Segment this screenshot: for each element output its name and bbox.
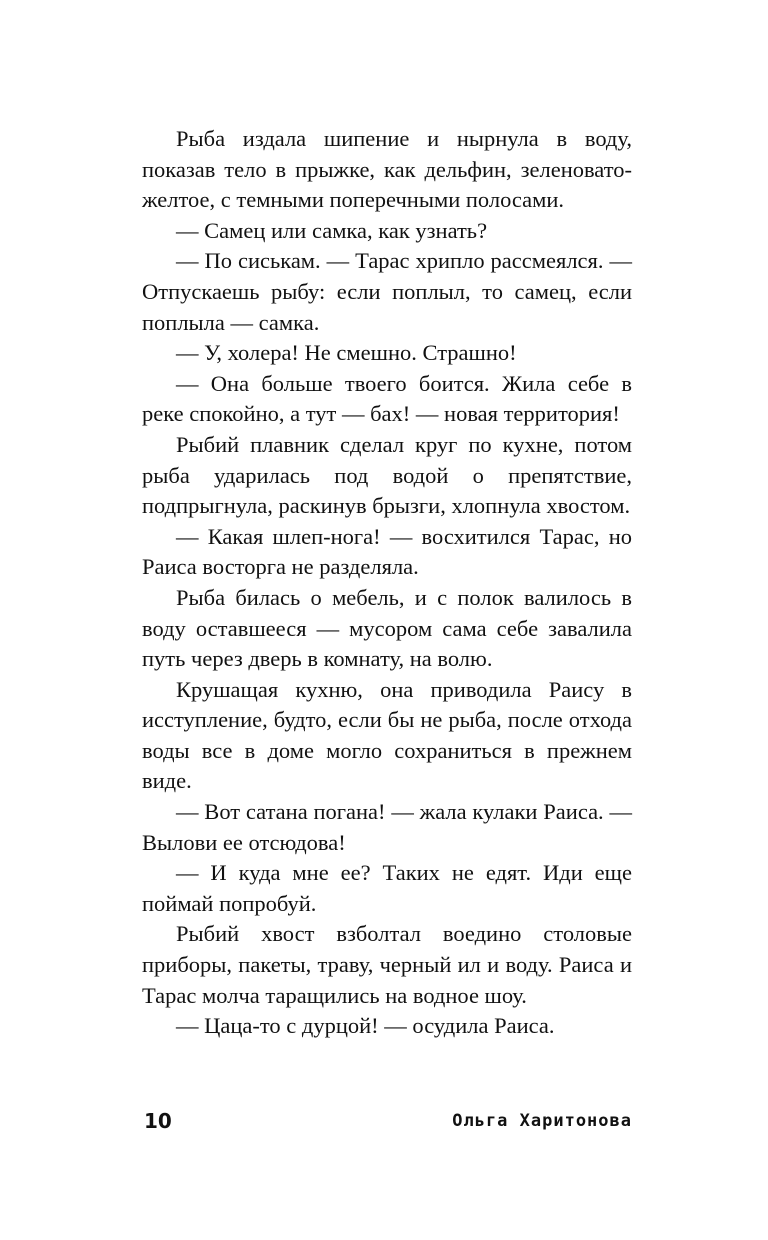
paragraph-10: — Вот сатана погана! — жала кулаки Раиса. — Вылови ее отсюдова!	[142, 799, 632, 855]
paragraph-9: Крушащая кухню, она приводила Раису в исступление, будто, если бы не рыба, после отхода воды все в доме могло сохраниться в прежнем виде.	[142, 676, 632, 794]
paragraph-7: — Какая шлеп-нога! — восхитился Тарас, но Раиса восторга не разделяла.	[142, 523, 632, 580]
paragraph-3: — По сиськам. — Тарас хрипло рассмеялся. — Отпускаешь рыбу: если поплыл, то самец, если поплыла — самка.	[142, 248, 632, 335]
body-text	[142, 124, 632, 1042]
paragraph-6: Рыбий плавник сделал круг по кухне, потом рыба ударилась под водой о препятствие, подпрыгнула, раскинув брызги, хлопнула хвостом.	[142, 431, 632, 519]
paragraph-13: — Цаца-то с дурцой! — осудила Раиса.	[176, 1013, 555, 1039]
paragraph-4: — У, холера! Не смешно. Страшно!	[176, 340, 517, 366]
paragraph-1: Рыба издала шипение и нырнула в воду, показав тело в прыжке, как дельфин, зеленовато-желтое, с темными поперечными полосами.	[142, 126, 632, 213]
author-name: Ольга Харитонова	[452, 1111, 632, 1131]
paragraph-2: — Самец или самка, как узнать?	[176, 217, 488, 243]
paragraph-5: — Она больше твоего боится. Жила себе в реке спокойно, а тут — бах! — новая территория!	[142, 370, 632, 427]
page-footer	[142, 1106, 632, 1136]
page-number: 10	[144, 1109, 172, 1133]
paragraph-8: Рыба билась о мебель, и с полок валилось в воду оставшееся — мусором сама себе завалила путь через дверь в комнату, на волю.	[142, 584, 632, 672]
paragraph-12: Рыбий хвост взболтал воедино столовые приборы, пакеты, траву, черный ил и воду. Раиса и Тарас молча таращились на водное шоу.	[142, 921, 632, 1008]
paragraph-11: — И куда мне ее? Таких не едят. Иди еще поймай попробуй.	[142, 860, 632, 916]
